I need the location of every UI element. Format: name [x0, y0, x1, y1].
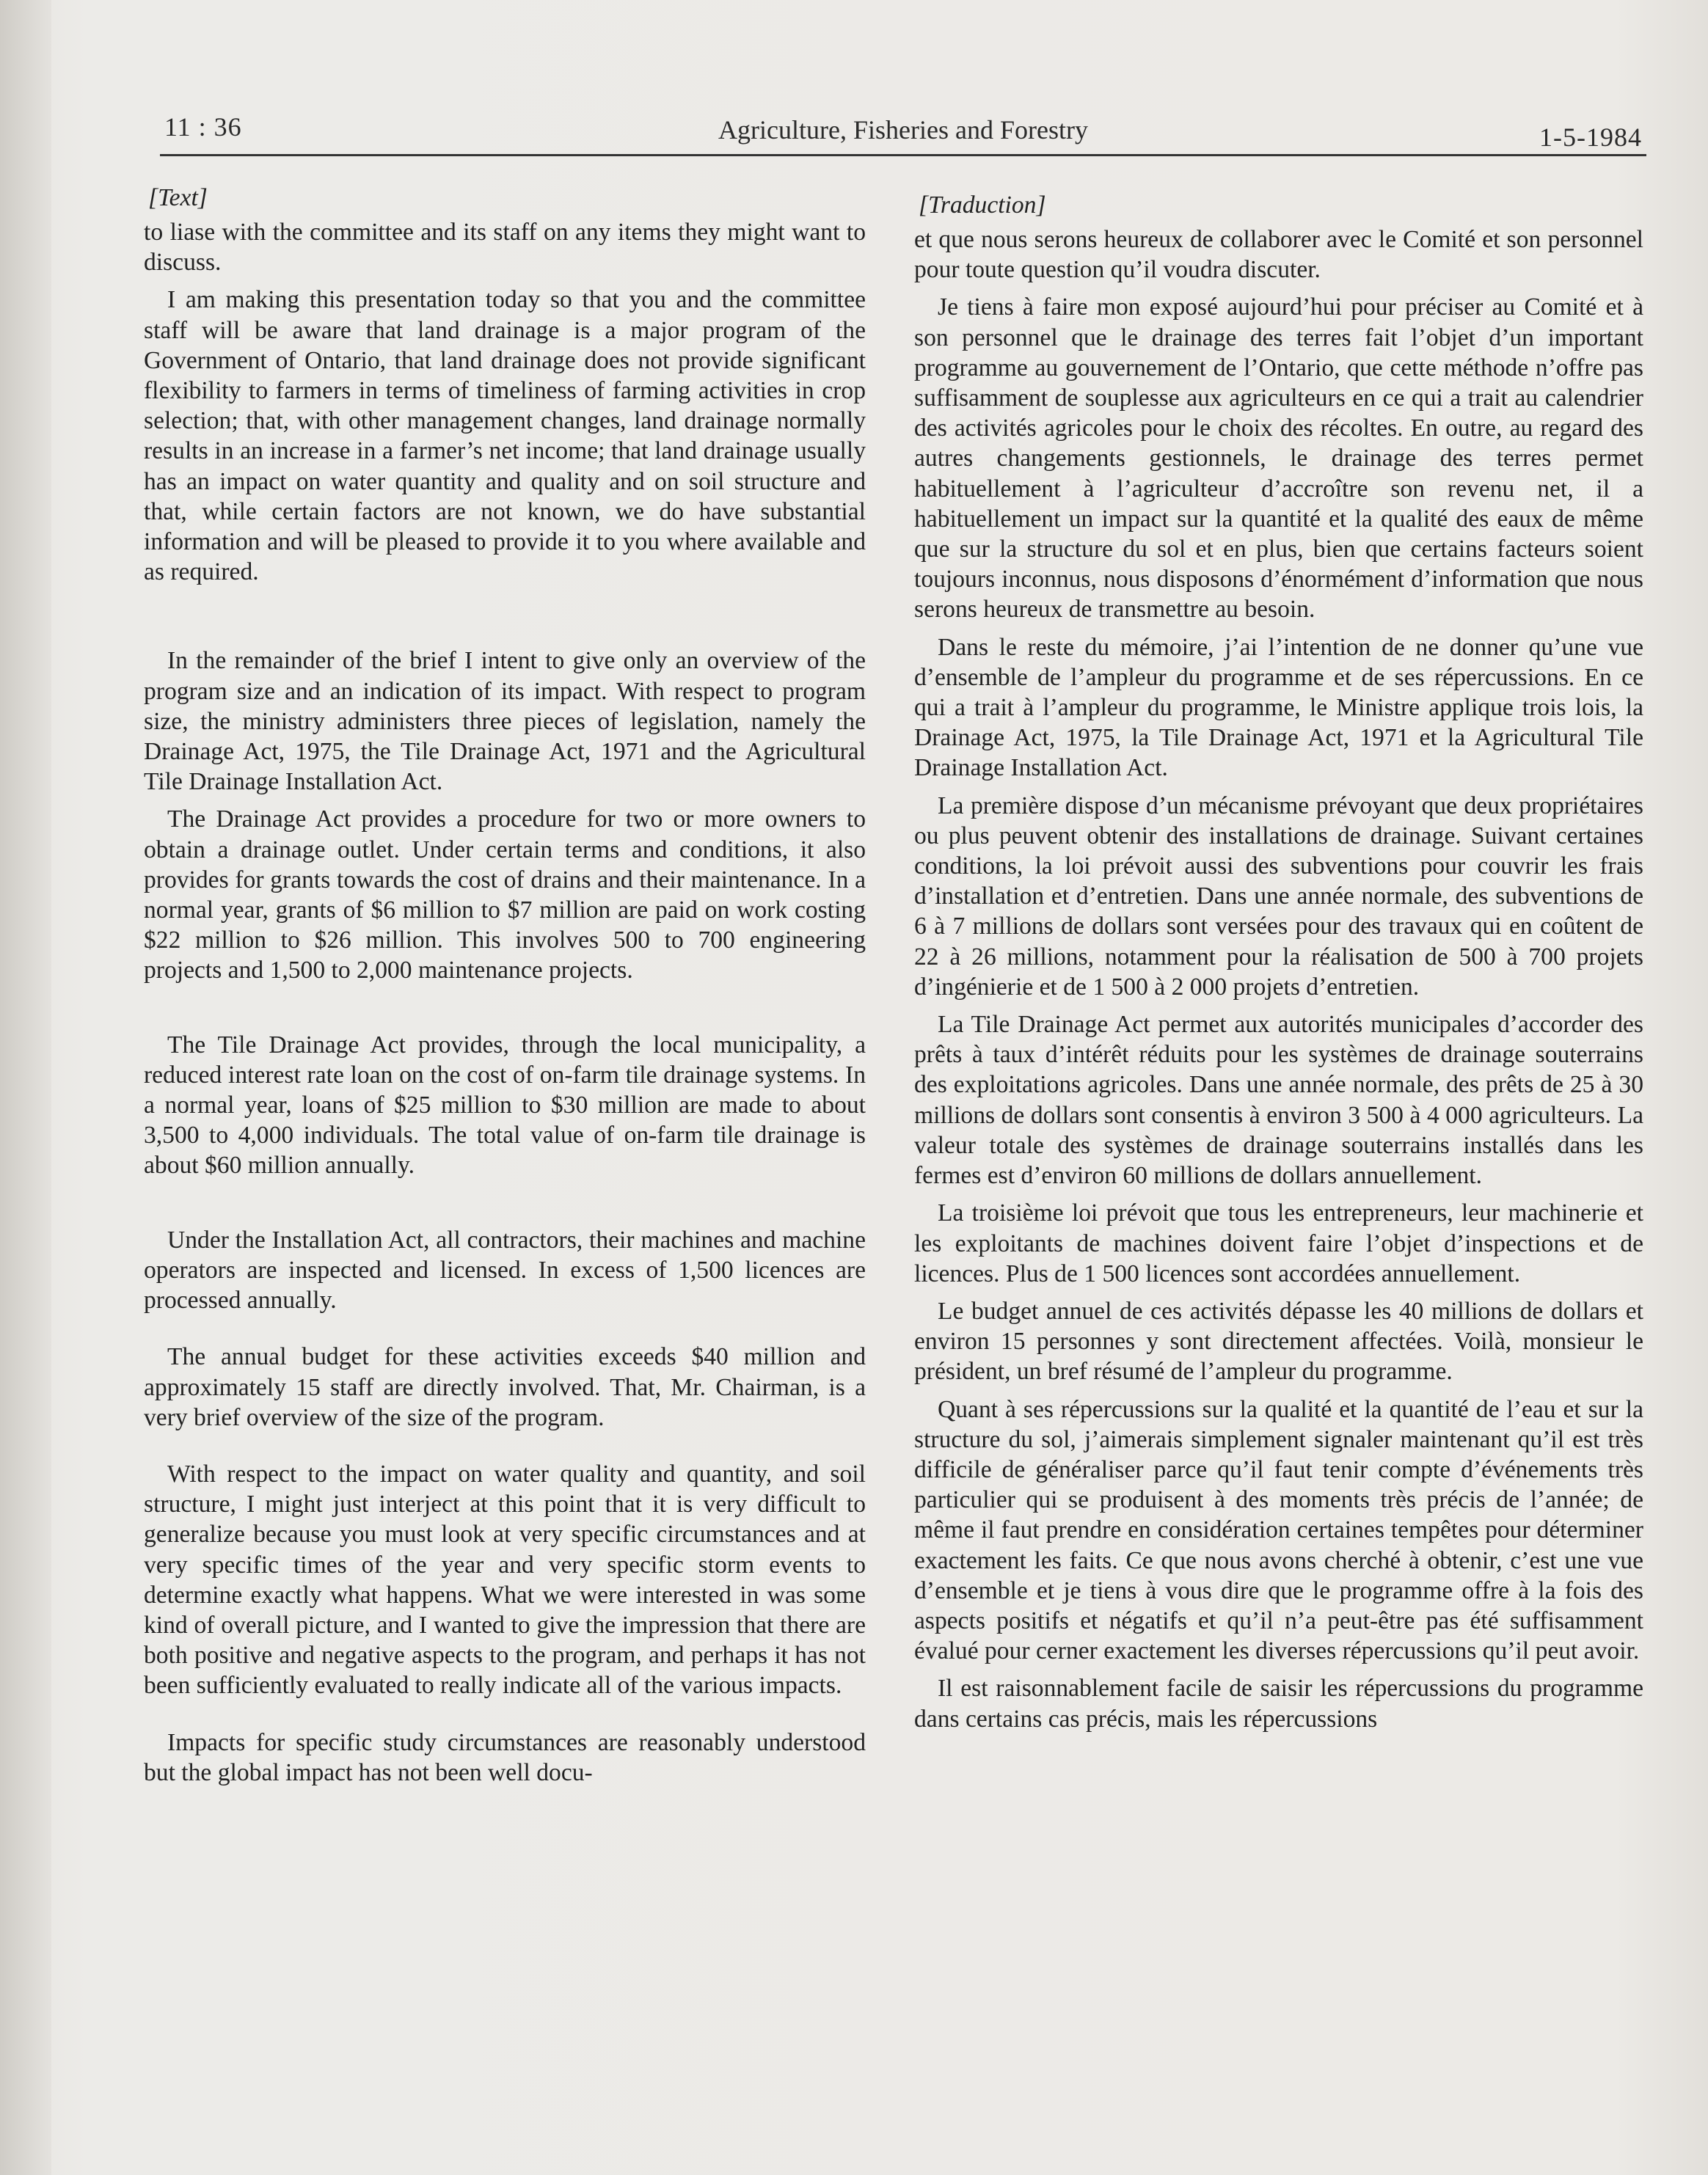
- paragraph: La première dispose d’un mécanisme prévoyant que deux propriétaires ou plus peuvent obtenir des installations de drainage. Suivant certaines conditions, la loi prévoit aussi des subventions pour couvrir les frais d’installation et d’entretien. Dans une année normale, des subventions de 6 à 7 millions de dollars sont versées pour des travaux qui en coûtent de 22 à 26 millions, notamment pour la réalisation de 500 à 700 projets d’ingénierie et de 1 500 à 2 000 projets d’entretien.: [914, 792, 1643, 1001]
- text-label: [Text]: [148, 184, 208, 211]
- page-binding-shadow: [0, 0, 51, 2175]
- page-date: 1-5-1984: [1539, 123, 1642, 152]
- paragraph: With respect to the impact on water quality and quantity, and soil structure, I might just interject at this point that it is very difficult to generalize because you must look at very specific circumstances and at very specific times of the year and very specific storm events to determine exactly what happens. What we were interested in was some kind of overall picture, and I wanted to give the impression that there are both positive and negative aspects to the program, and perhaps it has not been sufficiently evaluated to really indicate all of the various impacts.: [144, 1460, 866, 1700]
- paragraph: The Tile Drainage Act provides, through the local municipality, a reduced interest rate loan on the cost of on-farm tile drainage systems. In a normal year, loans of $25 million to $30 million are made to about 3,500 to 4,000 individuals. The total value of on-farm tile drainage is about $60 million annually.: [144, 1031, 866, 1180]
- english-column: [144, 182, 866, 1795]
- paragraph: Dans le reste du mémoire, j’ai l’intention de ne donner qu’une vue d’ensemble de l’ampleur du programme et de ses répercussions. En ce qui a trait à l’ampleur du programme, le Ministre applique trois lois, la Drainage Act, 1975, la Tile Drainage Act, 1971 et la Agricultural Tile Drainage Installation Act.: [914, 633, 1643, 782]
- paragraph: to liase with the committee and its staff on any items they might want to discuss.: [144, 219, 866, 277]
- paragraph: The Drainage Act provides a procedure for two or more owners to obtain a drainage outlet. Under certain terms and conditions, it also provides for grants towards the cost of drains and their maintenance. In a normal year, grants of $6 million to $7 million are paid on work costing $22 million to $26 million. This involves 500 to 700 engineering projects and 1,500 to 2,000 maintenance projects.: [144, 805, 866, 984]
- paragraph: Impacts for specific study circumstances are reasonably understood but the global impact has not been well docu-: [144, 1728, 866, 1786]
- paragraph: I am making this presentation today so that you and the committee staff will be aware that land drainage is a major program of the Government of Ontario, that land drainage does not provide significant flexibility to farmers in terms of timeliness of farming activities in crop selection; that, with other management changes, land drainage normally results in an increase in a farmer’s net income; that land drainage usually has an impact on water quantity and quality and on soil structure and that, while certain factors are not known, we do have substantial information and will be pleased to provide it to you where available and as required.: [144, 286, 866, 586]
- paragraph: Quant à ses répercussions sur la qualité et la quantité de l’eau et sur la structure du sol, j’aimerais simplement signaler maintenant qu’il est très difficile de généraliser parce qu’il faut tenir compte d’événements très particulier qui se produisent à des moments très précis de l’année; de même il faut prendre en considération certaines tempêtes pour déterminer exactement les faits. Ce que nous avons cherché à obtenir, c’est une vue d’ensemble et je tiens à vous dire que le programme offre à la fois des aspects positifs et négatifs et qu’il n’a peut-être pas été suffisamment évalué pour cerner exactement les diverses répercussions qu’il peut avoir.: [914, 1395, 1643, 1665]
- paragraph: The annual budget for these activities exceeds $40 million and approximately 15 staff are directly involved. That, Mr. Chairman, is a very brief overview of the size of the program.: [144, 1343, 866, 1431]
- paragraph: La Tile Drainage Act permet aux autorités municipales d’accorder des prêts à taux d’intérêt réduits pour les systèmes de drainage souterrains des exploitations agricoles. Dans une année normale, des prêts de 25 à 30 millions de dollars sont consentis à environ 3 500 à 4 000 agriculteurs. La valeur totale des systèmes de drainage souterrains installés dans les fermes est d’environ 60 millions de dollars annuellement.: [914, 1011, 1643, 1190]
- paragraph: Il est raisonnablement facile de saisir les répercussions du programme dans certains cas précis, mais les répercussions: [914, 1675, 1643, 1733]
- paragraph: La troisième loi prévoit que tous les entrepreneurs, leur machinerie et les exploitants de machines doivent faire l’objet d’inspections et de licences. Plus de 1 500 licences sont accordées annuellement.: [914, 1199, 1643, 1287]
- traduction-label: [Traduction]: [919, 191, 1046, 219]
- page-header: [160, 109, 1646, 156]
- paragraph: In the remainder of the brief I intent to give only an overview of the program size and an indication of its impact. With respect to program size, the ministry administers three pieces of legislation, namely the Drainage Act, 1975, the Tile Drainage Act, 1971 and the Agricultural Tile Drainage Installation Act.: [144, 647, 866, 796]
- committee-title: Agriculture, Fisheries and Forestry: [718, 115, 1088, 145]
- page-number: 11 : 36: [164, 112, 242, 142]
- french-column: [914, 189, 1643, 1741]
- paragraph: Je tiens à faire mon exposé aujourd’hui pour préciser au Comité et à son personnel que le drainage des terres fait l’objet d’un important programme au gouvernement de l’Ontario, que cette méthode n’offre pas suffisamment de souplesse aux agriculteurs en ce qui a trait au calendrier des activités agricoles pour le choix des récoltes. En outre, au regard des autres changements gestionnels, le drainage des terres permet habituellement à l’agriculteur d’accroître son revenu net, il a habituellement un impact sur la quantité et la qualité des eaux de même que sur la structure du sol et en plus, bien que certains facteurs soient toujours inconnus, nous disposons d’énormément d’information que nous serons heureux de transmettre au besoin.: [914, 293, 1643, 624]
- paragraph: et que nous serons heureux de collaborer avec le Comité et son personnel pour toute question qu’il voudra discuter.: [914, 226, 1643, 284]
- paragraph: Under the Installation Act, all contractors, their machines and machine operators are inspected and licensed. In excess of 1,500 licences are processed annually.: [144, 1226, 866, 1315]
- paragraph: Le budget annuel de ces activités dépasse les 40 millions de dollars et environ 15 personnes y sont directement affectées. Voilà, monsieur le président, un bref résumé de l’ampleur du programme.: [914, 1297, 1643, 1386]
